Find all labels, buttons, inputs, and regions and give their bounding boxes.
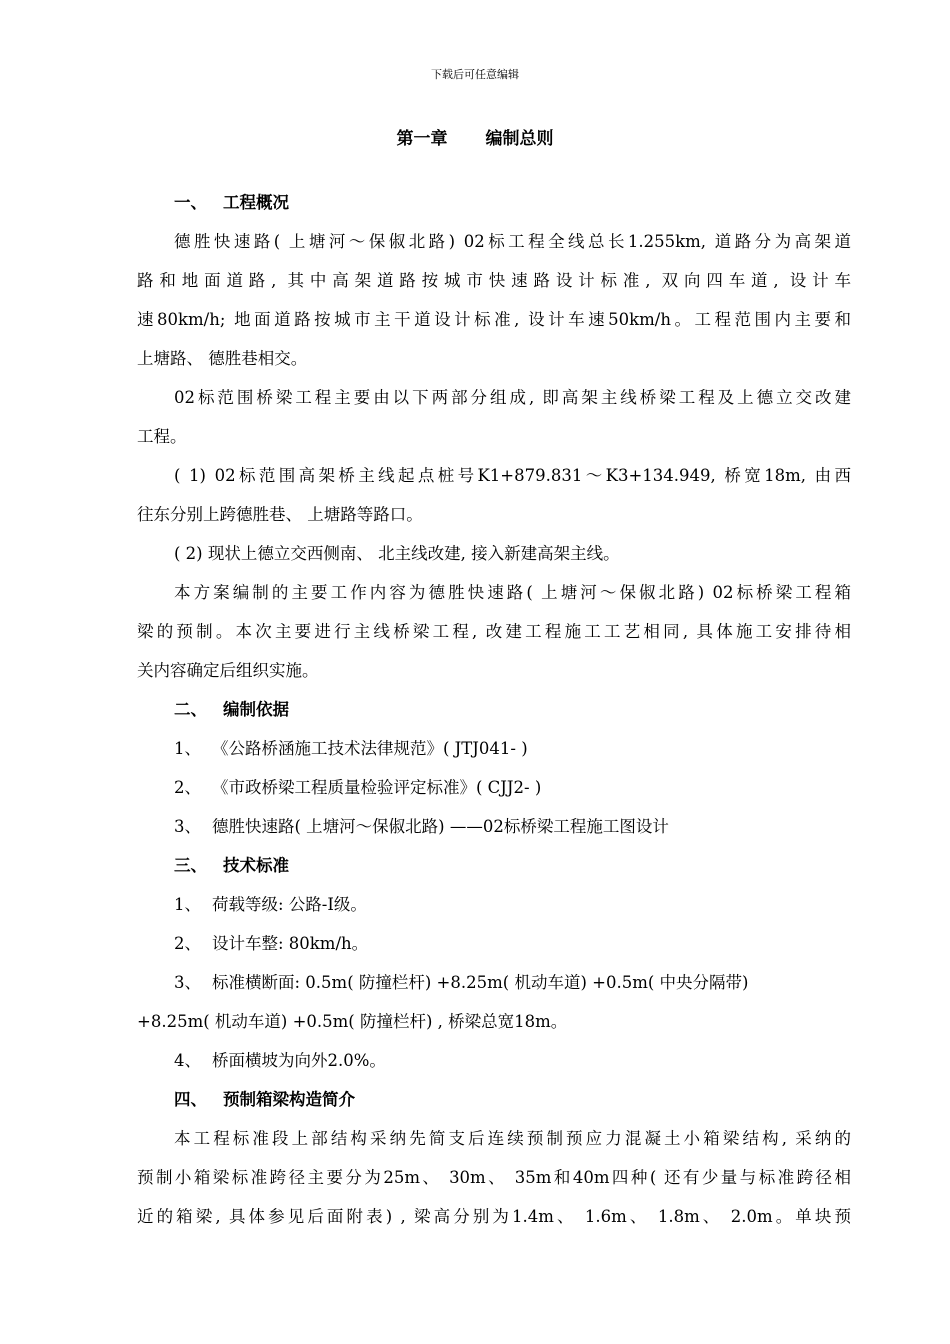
document-body [137,183,851,1236]
list-item: 2、 《市政桥梁工程质量检验评定标准》( CJJ2- ) [174,778,542,797]
paragraph-line: 预制小箱梁标准跨径主要分为25m、 30m、 35m和40m四种( 还有少量与标准跨径相 [137,1168,851,1187]
paragraph-line: 路和地面道路, 其中高架道路按城市快速路设计标准, 双向四车道, 设计车 [137,271,851,290]
paragraph-line: ( 2) 现状上德立交西侧南、 北主线改建, 接入新建高架主线。 [174,544,620,563]
paragraph-line: 02标范围桥梁工程主要由以下两部分组成, 即高架主线桥梁工程及上德立交改建 [174,388,851,407]
list-item-continuation: +8.25m( 机动车道) +0.5m( 防撞栏杆) , 桥梁总宽18m。 [137,1012,568,1031]
paragraph-line: 德胜快速路( 上塘河～保俶北路) 02标工程全线总长1.255km, 道路分为高架道 [174,232,851,251]
paragraph-line: 速80km/h; 地面道路按城市主干道设计标准, 设计车速50km/h。工程范围内主要和 [137,310,851,329]
section-heading: 三、 技术标准 [174,856,289,875]
list-item: 3、 标准横断面: 0.5m( 防撞栏杆) +8.25m( 机动车道) +0.5m( 中央分隔带) [174,973,749,992]
paragraph-line: 本工程标准段上部结构采纳先简支后连续预制预应力混凝土小箱梁结构, 采纳的 [174,1129,851,1148]
list-item: 4、 桥面横坡为向外2.0%。 [174,1051,386,1070]
paragraph-line: 梁的预制。本次主要进行主线桥梁工程, 改建工程施工工艺相同, 具体施工安排待相 [137,622,851,641]
paragraph-line: 本方案编制的主要工作内容为德胜快速路( 上塘河～保俶北路) 02标桥梁工程箱 [174,583,851,602]
chapter-number: 第一章 [396,129,448,149]
paragraph-line: 工程。 [137,427,187,446]
list-item: 3、 德胜快速路( 上塘河～保俶北路) ——02标桥梁工程施工图设计 [174,817,669,836]
paragraph-line: 往东分别上跨德胜巷、 上塘路等路口。 [137,505,423,524]
paragraph-line: 近的箱梁, 具体参见后面附表) , 梁高分别为1.4m、 1.6m、 1.8m、 2.0m。单块预 [137,1207,851,1226]
paragraph-line: 关内容确定后组织实施。 [137,661,319,680]
section-heading: 二、 编制依据 [174,700,289,719]
section-heading: 四、 预制箱梁构造简介 [174,1090,355,1109]
list-item: 2、 设计车整: 80km/h。 [174,934,369,953]
list-item: 1、 《公路桥涵施工技术法律规范》( JTJ041- ) [174,739,528,758]
section-heading: 一、 工程概况 [174,193,289,212]
paragraph-line: ( 1) 02标范围高架桥主线起点桩号K1+879.831～K3+134.949, 桥宽18m, 由西 [174,466,851,485]
header-note: 下载后可任意编辑 [431,68,519,81]
list-item: 1、 荷载等级: 公路-Ⅰ级。 [174,895,367,914]
chapter-title [0,124,950,149]
paragraph-line: 上塘路、 德胜巷相交。 [137,349,308,368]
chapter-name: 编制总则 [485,129,554,149]
